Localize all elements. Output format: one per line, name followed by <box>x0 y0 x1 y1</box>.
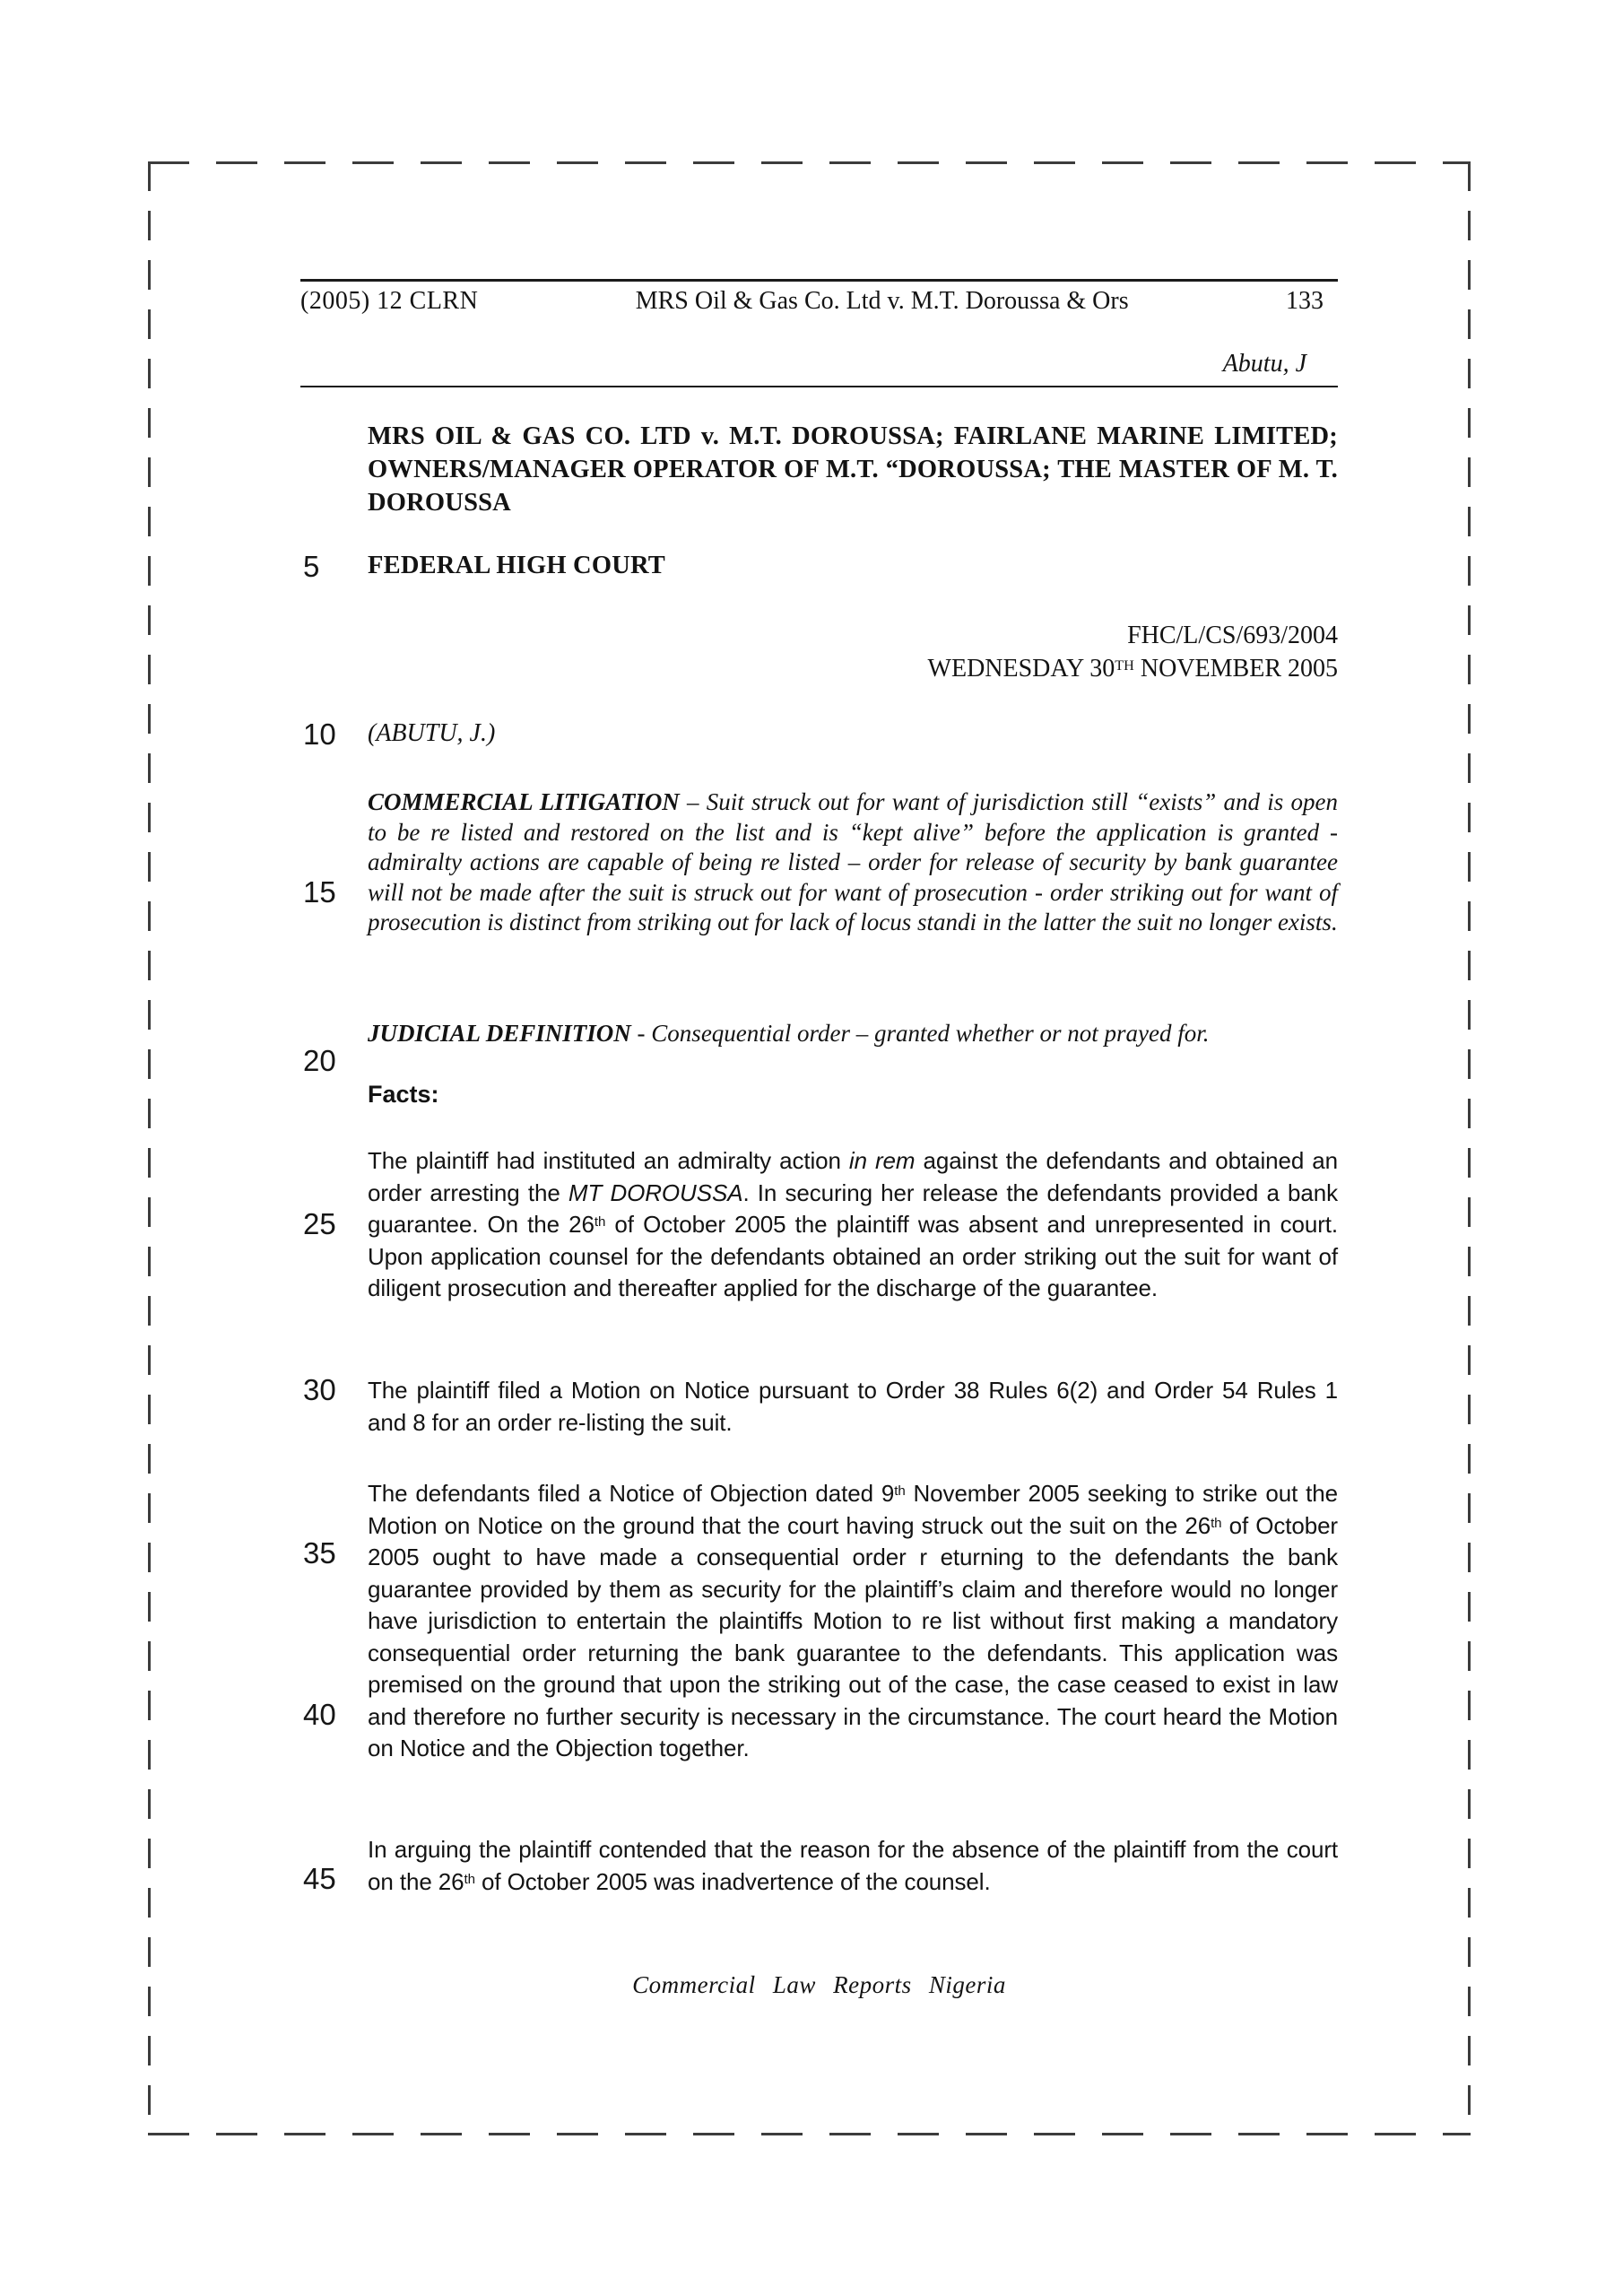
line-number-30: 30 <box>303 1373 336 1406</box>
line-number-20: 20 <box>303 1044 336 1077</box>
footer-imprint: Commercial Law Reports Nigeria <box>632 1971 1006 1998</box>
line-number-35: 35 <box>303 1536 336 1570</box>
facts-paragraph-1: The plaintiff had instituted an admiralty action in rem against the defendants and obtained an order arresting the MT DOROUSSA. In securing her release the defendants provided a bank guarantee. On the 26th of October 2005 the plaintiff was absent and unrepresented in court. Upon application counsel for the defendants obtained an order striking out the suit for want of diligent prosecution and thereafter applied for the discharge of the guarantee. <box>368 1147 1339 1301</box>
report-citation: (2005) 12 CLRN <box>300 287 479 315</box>
ordinal-superscript: th <box>594 1214 606 1231</box>
vessel-name: MT DOROUSSA <box>568 1178 743 1206</box>
line-number-15: 15 <box>303 875 336 909</box>
page-border-top <box>148 161 1471 164</box>
latin-term: in rem <box>848 1147 916 1174</box>
ordinal-superscript: th <box>1211 1515 1222 1531</box>
header-rule-bottom <box>300 386 1338 387</box>
facts-paragraph-2: The plaintiff filed a Motion on Notice pursuant to Order 38 Rules 6(2) and Order 54 Rules 1 and 8 for an order re-listing the suit. <box>368 1377 1338 1436</box>
line-number-45: 45 <box>303 1862 336 1895</box>
hearing-date: WEDNESDAY 30TH NOVEMBER 2005 <box>927 655 1338 683</box>
case-title: MRS OIL & GAS CO. LTD v. M.T. DOROUSSA; FAIRLANE MARINE LIMITED; OWNERS/MANAGER OPERATOR OF M.T. “DOROUSSA; THE MASTER OF M. T. DOROUSSA <box>368 422 1338 517</box>
headnote-commercial-litigation: COMMERCIAL LITIGATION – Suit struck out for want of jurisdiction still “exists” and is open to be re listed and restored on the list and is “kept alive” before the application is granted - admiralty actions are capable of being re listed – order for release of security by bank guarantee will not be made after the suit is struck out for want of prosecution - order striking out for want of prosecution is distinct from striking out for lack of locus standi in the latter the suit no longer exists. <box>368 788 1338 935</box>
page-number: 133 <box>1285 287 1324 315</box>
ordinal-superscript: th <box>894 1483 906 1500</box>
court-name: FEDERAL HIGH COURT <box>368 552 665 579</box>
page-border-right <box>1468 161 1471 2135</box>
line-number-10: 10 <box>303 718 336 751</box>
suit-number: FHC/L/CS/693/2004 <box>1127 622 1338 649</box>
facts-heading: Facts: <box>368 1081 439 1108</box>
page-border-left <box>148 161 151 2135</box>
page-border-bottom <box>148 2133 1471 2135</box>
running-case-title: MRS Oil & Gas Co. Ltd v. M.T. Doroussa & Ors <box>635 287 1129 315</box>
date-ordinal-superscript: TH <box>1115 657 1134 674</box>
headnote-label: COMMERCIAL LITIGATION <box>368 788 680 815</box>
ordinal-superscript: th <box>464 1871 475 1887</box>
headnote-label: JUDICIAL DEFINITION <box>368 1020 631 1047</box>
suit-block <box>368 619 1338 685</box>
headnote-judicial-definition: JUDICIAL DEFINITION - Consequential order – granted whether or not prayed for. <box>368 1020 1210 1047</box>
coram: (ABUTU, J.) <box>368 719 496 747</box>
header-rule-top <box>300 279 1338 282</box>
facts-paragraph-4: In arguing the plaintiff contended that the reason for the absence of the plaintiff from the court on the 26th of October 2005 was inadvertence of the counsel. <box>368 1836 1338 1895</box>
running-header <box>300 287 1338 316</box>
judge-name: Abutu, J <box>1222 350 1306 378</box>
line-number-5: 5 <box>303 550 320 583</box>
facts-paragraph-3: The defendants filed a Notice of Objection dated 9th November 2005 seeking to strike out the Motion on Notice on the ground that the court having struck out the suit on the 26th of October 2005 ought to have made a consequential order r eturning to the defendants the bank guarantee provided by them as security for the plaintiff’s claim and therefore would no longer have jurisdiction to entertain the plaintiffs Motion to re list without first making a mandatory consequential order returning the bank guarantee to the defendants. This application was premised on the ground that upon the striking out of the case, the case ceased to exist in law and therefore no further security is necessary in the circumstance. The court heard the Motion on Notice and the Objection together. <box>368 1480 1338 1761</box>
line-number-40: 40 <box>303 1698 336 1731</box>
line-number-25: 25 <box>303 1207 336 1240</box>
